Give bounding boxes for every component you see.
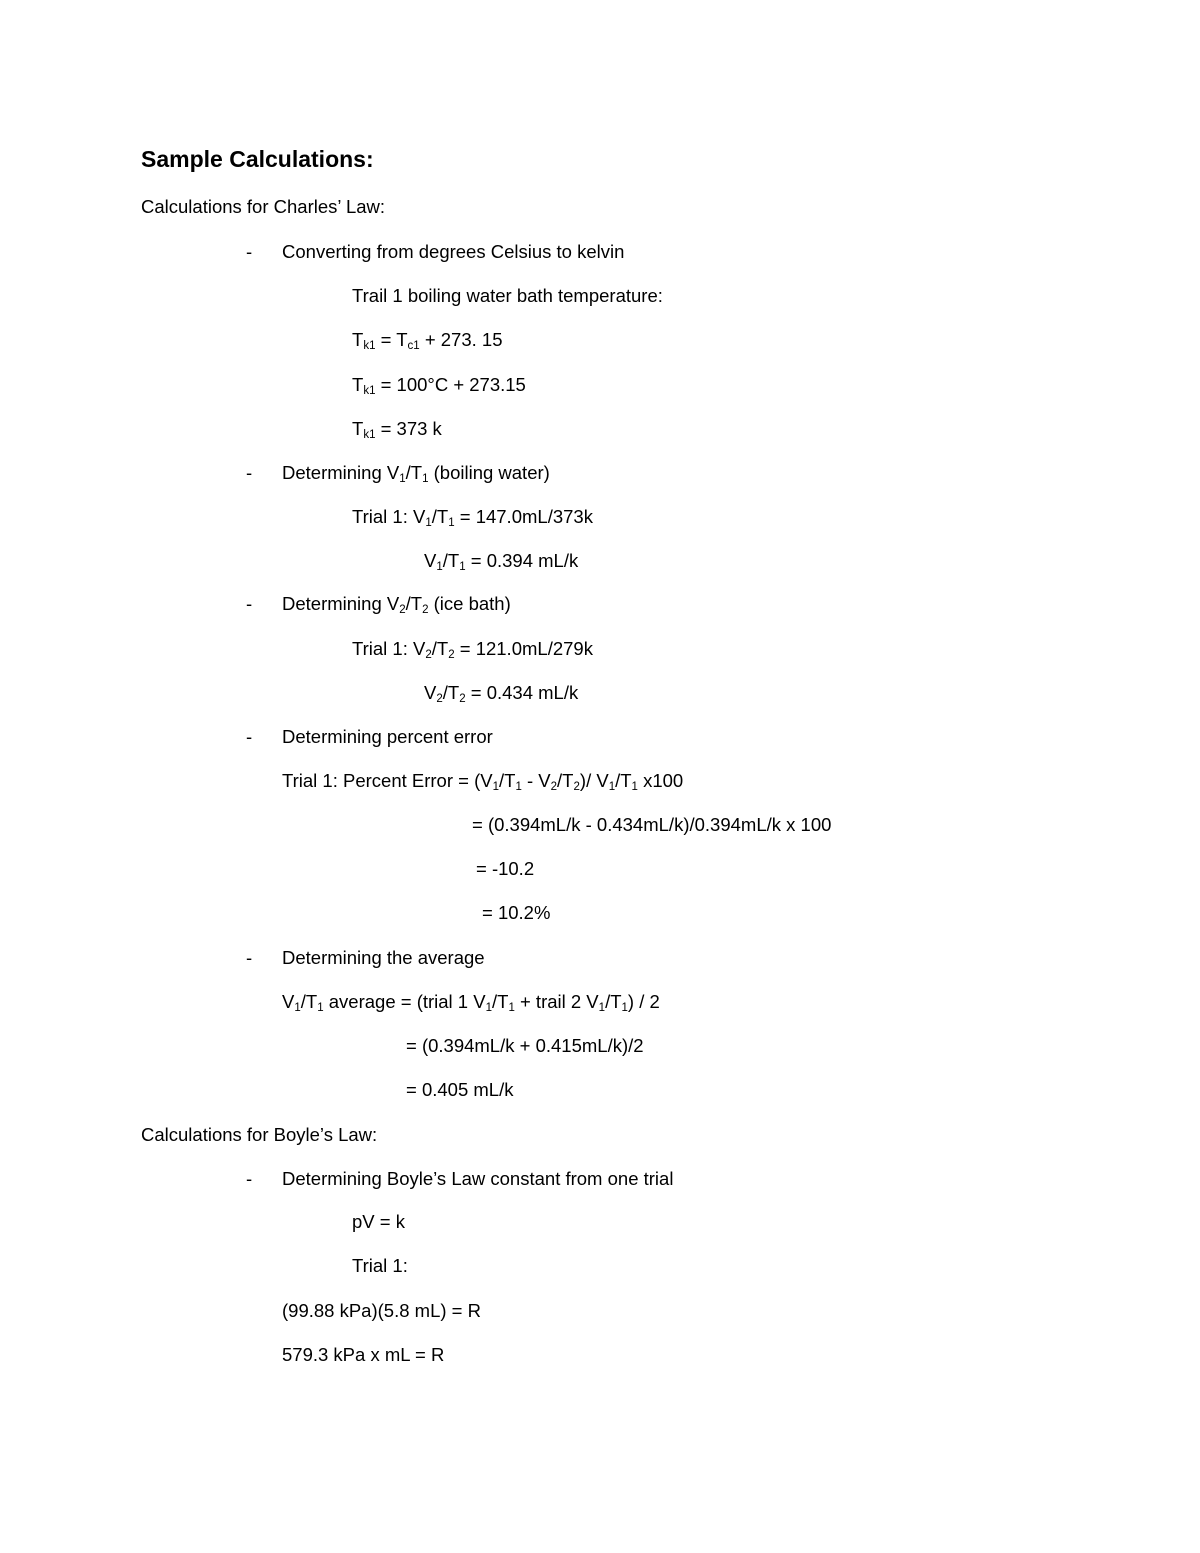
average-result: = 0.405 mL/k [406,1079,514,1100]
boyle-law-heading: Calculations for Boyle’s Law: [141,1124,378,1145]
equation-tk1-formula: $T_{k1} = T_{c1} + 273$. 15 [352,329,503,352]
average-formula: $V_1/T_1$ average = (trial 1 $V_1/T_1$ + trail 2 $V_1/T_1) / 2$ [282,991,660,1014]
percent-error-substituted: = (0.394mL/k - 0.434mL/k)/0.394mL/k x 100 [472,814,832,835]
bullet-boyle-constant: Determining Boyle’s Law constant from one trial [282,1168,674,1189]
boyle-trial-1-label: Trial 1: [352,1255,408,1276]
boyle-result: 579.3 kPa x mL = R [282,1344,445,1365]
boiling-trial-1-equation: Trial 1: $V_1/T_1 = 147.0mL/373k$ [352,506,593,529]
bullet-converting: Converting from degrees Celsius to kelvin [282,241,625,262]
bullet-dash: - [246,1168,253,1189]
bullet-dash: - [246,593,253,614]
boyle-formula: pV = k [352,1211,405,1232]
ice-trial-1-result: $V_2/T_2 = 0.434$ mL/k [424,682,579,705]
page-title: Sample Calculations: [141,146,374,172]
bullet-dash: - [246,947,253,968]
bullet-dash: - [246,726,253,747]
ice-trial-1-equation: Trial 1: $V_2/T_2 = 121.0mL/279k$ [352,638,593,661]
bullet-ice-bath: Determining $V_2/T_2$ (ice bath) [282,593,511,616]
percent-error-value: = -10.2 [476,858,535,879]
bullet-percent-error: Determining percent error [282,726,493,747]
percent-error-result: = 10.2% [482,902,551,923]
equation-tk1-result: $T_{k1} = 373$ k [352,418,442,441]
charles-law-heading: Calculations for Charles’ Law: [141,196,386,217]
bullet-dash: - [246,241,253,262]
percent-error-formula: Trial 1: Percent Error = $(V_1/T_1 - V_2/T_2)/$ $V_1/T_1$ x100 [282,770,684,793]
boyle-substituted: (99.88 kPa)(5.8 mL) = R [282,1300,481,1321]
equation-tk1-substituted: $T_{k1} = 100^\circ C + 273.15$ [352,374,526,397]
average-substituted: = (0.394mL/k + 0.415mL/k)/2 [406,1035,644,1056]
bullet-dash: - [246,462,253,483]
bullet-average: Determining the average [282,947,485,968]
trail-1-label: Trail 1 boiling water bath temperature: [352,285,663,306]
bullet-boiling-water: Determining $V_1/T_1$ (boiling water) [282,462,550,485]
boiling-trial-1-result: $V_1/T_1 = 0.394$ mL/k [424,550,579,573]
